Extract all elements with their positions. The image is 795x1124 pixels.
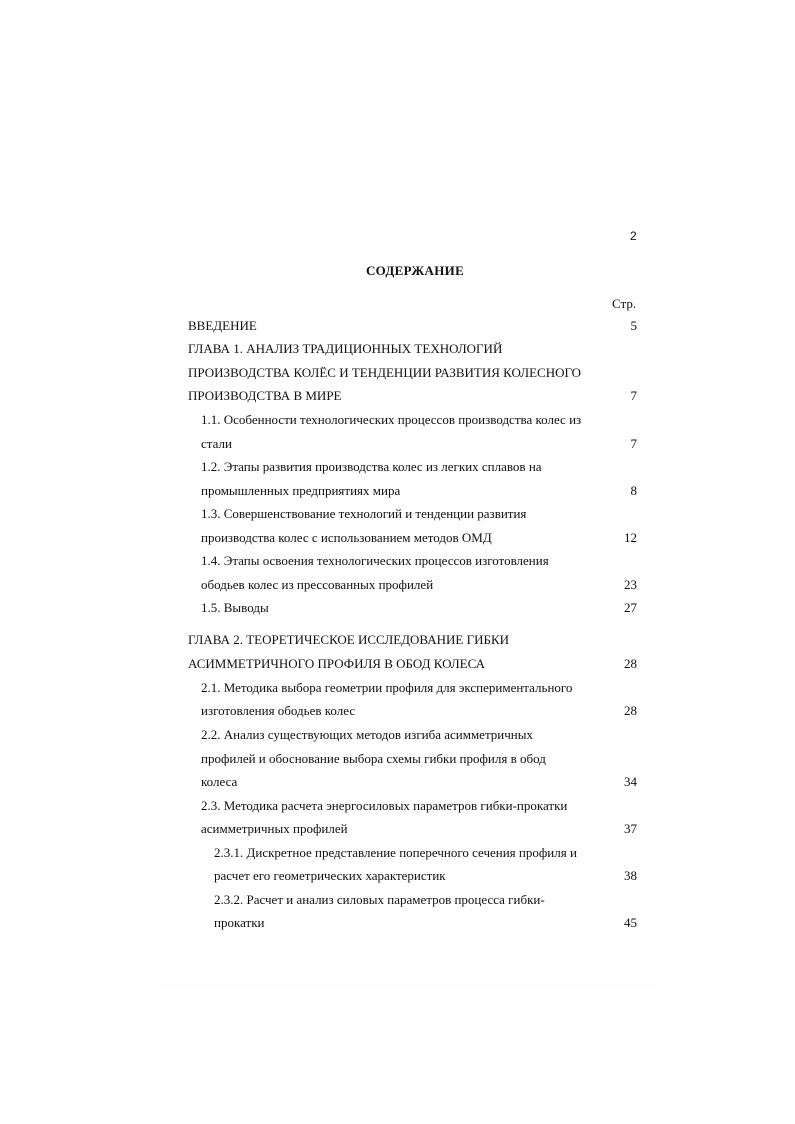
toc-page-number: 37 — [624, 821, 637, 836]
toc-page-number: 34 — [624, 774, 637, 789]
page-number: 2 — [630, 229, 637, 243]
toc-entry-section-1-1[interactable]: 1.1. Особенности технологических процессов производства колес из — [201, 412, 582, 427]
toc-entry-section-2-2-line-3[interactable]: колеса — [201, 774, 238, 789]
toc-page-number: 28 — [624, 656, 637, 671]
toc-entry-section-2-3[interactable]: 2.3. Методика расчета энергосиловых параметров гибки-прокатки — [201, 798, 568, 813]
toc-entry-subsection-2-3-2-line-2[interactable]: прокатки — [214, 915, 265, 930]
toc-page-number: 38 — [624, 868, 637, 883]
toc-entry-section-1-3[interactable]: 1.3. Совершенствование технологий и тенденции развития — [201, 506, 527, 521]
toc-entry-section-1-2[interactable]: 1.2. Этапы развития производства колес из легких сплавов на — [201, 459, 542, 474]
toc-entry-section-1-4[interactable]: 1.4. Этапы освоения технологических процессов изготовления — [201, 553, 549, 568]
toc-entry-chapter-2[interactable]: ГЛАВА 2. ТЕОРЕТИЧЕСКОЕ ИССЛЕДОВАНИЕ ГИБКИ — [188, 632, 510, 647]
toc-entry-section-1-4-line-2[interactable]: ободьев колес из прессованных профилей — [201, 577, 434, 592]
page-column-label: Стр. — [612, 296, 637, 311]
toc-entry-section-2-1[interactable]: 2.1. Методика выбора геометрии профиля для экспериментального — [201, 680, 573, 695]
toc-page-number: 23 — [624, 577, 637, 592]
toc-entry-section-1-2-line-2[interactable]: промышленных предприятиях мира — [201, 483, 401, 498]
toc-page-number: 27 — [624, 600, 637, 615]
toc-entry-chapter-1[interactable]: ГЛАВА 1. АНАЛИЗ ТРАДИЦИОННЫХ ТЕХНОЛОГИЙ — [188, 341, 503, 356]
contents-title: СОДЕРЖАНИЕ — [365, 263, 465, 278]
toc-entry-section-1-3-line-2[interactable]: производства колес с использованием методов ОМД — [201, 530, 492, 545]
toc-page-number: 7 — [630, 436, 637, 451]
toc-entry-chapter-2-line-2[interactable]: АСИММЕТРИЧНОГО ПРОФИЛЯ В ОБОД КОЛЕСА — [188, 656, 485, 671]
toc-entry-intro[interactable]: ВВЕДЕНИЕ — [188, 318, 257, 333]
toc-entry-chapter-1-line-3[interactable]: ПРОИЗВОДСТВА В МИРЕ — [188, 388, 342, 403]
toc-entry-chapter-1-line-2[interactable]: ПРОИЗВОДСТВА КОЛЁС И ТЕНДЕНЦИИ РАЗВИТИЯ КОЛЕСНОГО — [188, 365, 582, 380]
toc-entry-section-2-1-line-2[interactable]: изготовления ободьев колес — [201, 703, 356, 718]
toc-entry-section-1-1-line-2[interactable]: стали — [201, 436, 232, 451]
toc-entry-subsection-2-3-2[interactable]: 2.3.2. Расчет и анализ силовых параметров процесса гибки- — [214, 892, 545, 907]
toc-entry-subsection-2-3-1-line-2[interactable]: расчет его геометрических характеристик — [214, 868, 446, 883]
toc-page-number: 8 — [630, 483, 637, 498]
toc-page-number: 5 — [630, 318, 637, 333]
toc-page-number: 7 — [630, 388, 637, 403]
toc-entry-section-1-5[interactable]: 1.5. Выводы — [201, 600, 269, 615]
toc-entry-section-2-2-line-2[interactable]: профилей и обоснование выбора схемы гибки профиля в обод — [201, 751, 546, 766]
toc-entry-section-2-3-line-2[interactable]: асимметричных профилей — [201, 821, 348, 836]
toc-entry-section-2-2[interactable]: 2.2. Анализ существующих методов изгиба асимметричных — [201, 727, 533, 742]
toc-page-number: 45 — [624, 915, 637, 930]
toc-page-number: 28 — [624, 703, 637, 718]
toc-entry-subsection-2-3-1[interactable]: 2.3.1. Дискретное представление поперечного сечения профиля и — [214, 845, 577, 860]
toc-page-number: 12 — [624, 530, 637, 545]
